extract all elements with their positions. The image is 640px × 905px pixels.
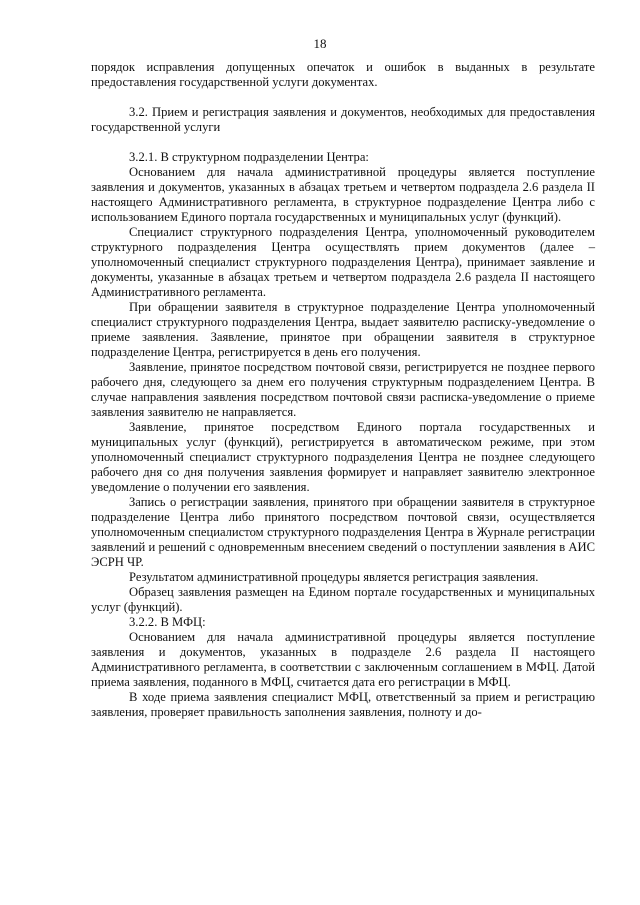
paragraph: Заявление, принятое посредством Единого портала государственных и муниципальных услуг (функций), регистрируется в автоматическом режиме, при этом уполномоченный специалист структурного подразделения Центра не позднее следующего рабочего дня со дня получения заявления формирует и направляет заявителю электронное уведомление о получении его заявления. — [91, 420, 595, 494]
subsection-heading-3-2-2: 3.2.2. В МФЦ: — [129, 615, 206, 629]
paragraph: При обращении заявителя в структурное подразделение Центра уполномоченный специалист структурного подразделения Центра, выдает заявителю расписку-уведомление о приеме заявления. Заявление, принятое при обращении заявителя в структурное подразделение Центра, регистрируется в день его получения. — [91, 300, 595, 359]
paragraph: Результатом административной процедуры является регистрация заявления. — [129, 570, 539, 584]
paragraph: Образец заявления размещен на Едином портале государственных и муниципальных услуг (функций). — [91, 585, 595, 614]
paragraph: Основанием для начала административной процедуры является поступление заявления и документов, указанных в подразделе 2.6 раздела II настоящего Административного регламента, в соответствии с заключенным соглашением в МФЦ. Датой приема заявления, поданного в МФЦ, считается дата его регистрации в МФЦ. — [91, 630, 595, 689]
paragraph: Основанием для начала административной процедуры является поступление заявления и документов, указанных в абзацах третьем и четвертом подраздела 2.6 раздела II настоящего Административного регламента, в структурное подразделение Центра либо с использованием Единого портала государственных и муниципальных услуг (функций). — [91, 165, 595, 224]
paragraph: Заявление, принятое посредством почтовой связи, регистрируется не позднее первого рабочего дня, следующего за днем его получения структурным подразделением Центра. В случае направления заявления посредством почтовой связи расписка-уведомление о приеме заявления заявителю не направляется. — [91, 360, 595, 419]
document-body — [91, 60, 595, 720]
paragraph: В ходе приема заявления специалист МФЦ, ответственный за прием и регистрацию заявления, проверяет правильность заполнения заявления, полноту и до- — [91, 690, 595, 719]
section-heading-3-2: 3.2. Прием и регистрация заявления и документов, необходимых для предоставления государственной услуги — [91, 105, 595, 134]
page-number: 18 — [313, 36, 327, 51]
paragraph-continuation: порядок исправления допущенных опечаток и ошибок в выданных в результате предоставления государственной услуги документах. — [91, 60, 595, 89]
paragraph: Запись о регистрации заявления, принятого при обращении заявителя в структурное подразделение Центра либо принятого посредством почтовой связи, осуществляется уполномоченным специалистом структурного подразделения Центра в Журнале регистрации заявлений и решений с одновременным внесением сведений о поступлении заявления в АИС ЭСРН ЧР. — [91, 495, 595, 569]
paragraph: Специалист структурного подразделения Центра, уполномоченный руководителем структурного подразделения Центра осуществлять прием документов (далее – уполномоченный специалист структурного подразделения Центра), принимает заявление и документы, указанные в абзацах третьем и четвертом подраздела 2.6 раздела II настоящего Административного регламента. — [91, 225, 595, 299]
subsection-heading-3-2-1: 3.2.1. В структурном подразделении Центра: — [129, 150, 369, 164]
